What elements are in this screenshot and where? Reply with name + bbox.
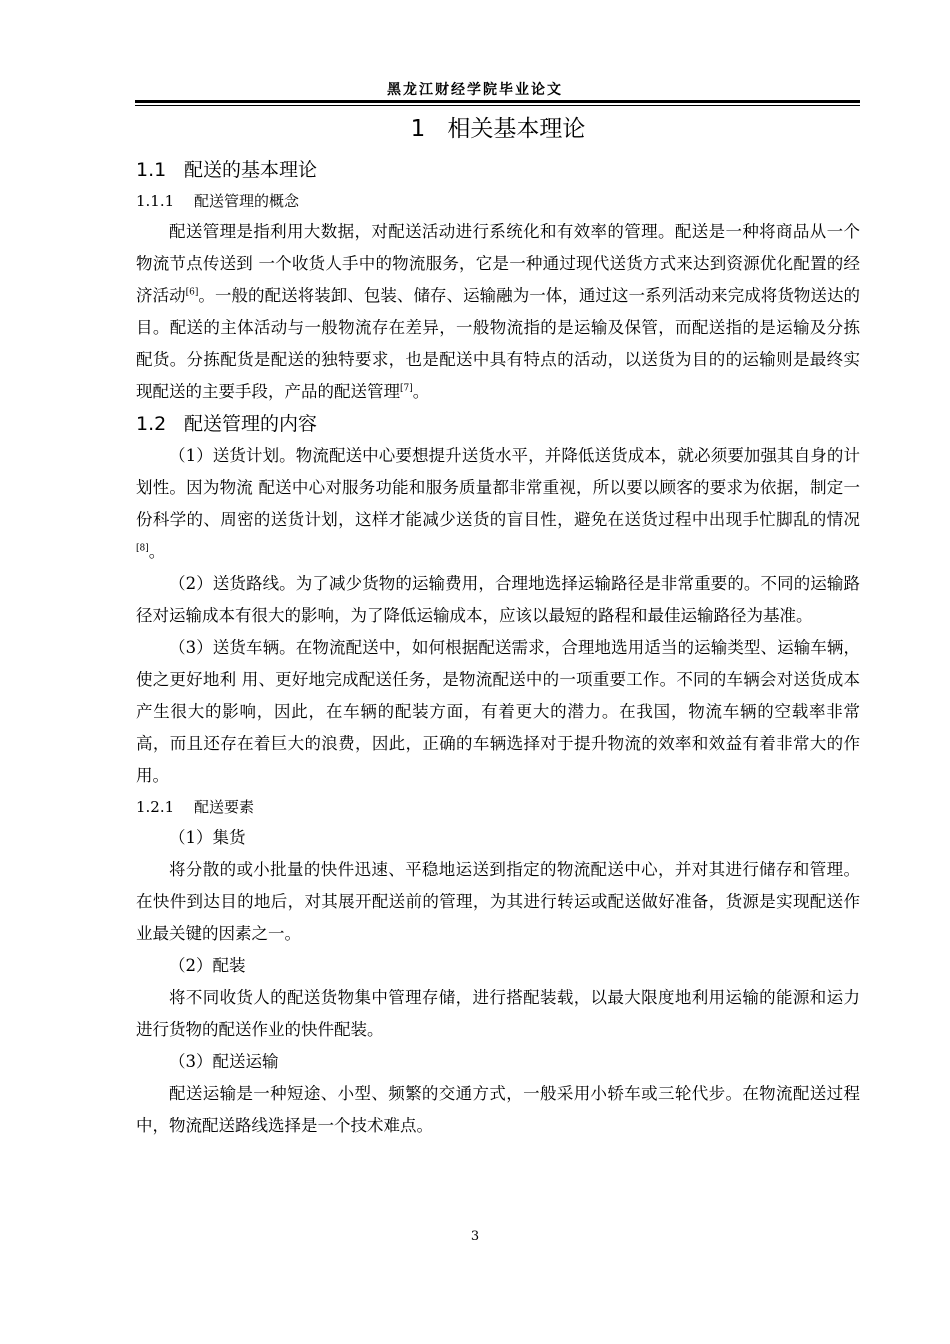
chapter-number: 1	[410, 116, 426, 142]
paragraph-consolidation: 将分散的或小批量的快件迅速、平稳地运送到指定的物流配送中心，并对其进行储存和管理。在快件到达目的地后，对其展开配送前的管理，为其进行转运或配送做好准备，货源是实现配送作业最关键的因素之一。	[136, 860, 860, 943]
section-title: 配送的基本理论	[184, 159, 318, 181]
item-label-loading: （2）配装	[169, 956, 246, 975]
subsection-title: 配送要素	[194, 798, 255, 816]
paragraph-transport: 配送运输是一种短途、小型、频繁的交通方式，一般采用小轿车或三轮代步。在物流配送过程中，物流配送路线选择是一个技术难点。	[136, 1084, 860, 1135]
subsection-number: 1.2.1	[136, 798, 175, 816]
citation-ref: [8]	[136, 543, 149, 554]
paragraph-text: 。	[148, 542, 166, 561]
header-rule-thick	[135, 100, 860, 103]
running-header: 黑龙江财经学院毕业论文	[387, 82, 563, 98]
section-number: 1.1	[136, 159, 167, 181]
paragraph-loading: 将不同收货人的配送货物集中管理存储，进行搭配装载，以最大限度地利用运输的能源和运力进行货物的配送作业的快件配装。	[136, 988, 860, 1039]
citation-ref: [7]	[400, 383, 413, 394]
chapter-title: 相关基本理论	[447, 116, 586, 142]
paragraph-text: 配送管理是指利用大数据，对配送活动进行系统化和有效率的管理。配送是一种将商品从一个物流节点传送到 一个收货人手中的物流服务，它是一种通过现代送货方式来达到资源优化配置的经济活动	[136, 222, 860, 305]
item-label-transport: （3）配送运输	[169, 1052, 279, 1071]
chapter-heading	[136, 112, 860, 146]
paragraph-delivery-plan	[136, 440, 860, 568]
section-title: 配送管理的内容	[184, 413, 318, 435]
subsection-heading-1-1-1	[136, 186, 860, 216]
section-heading-1-1	[136, 154, 860, 186]
subsection-title: 配送管理的概念	[194, 192, 300, 210]
section-number: 1.2	[136, 413, 167, 435]
paragraph-delivery-route: （2）送货路线。为了减少货物的运输费用，合理地选择运输路径是非常重要的。不同的运输路径对运输成本有很大的影响，为了降低运输成本，应该以最短的路程和最佳运输路径为基准。	[136, 574, 860, 625]
paragraph-text: （1）送货计划。物流配送中心要想提升送货水平，并降低送货成本，就必须要加强其自身的计划性。因为物流 配送中心对服务功能和服务质量都非常重视，所以要以顾客的要求为依据，制定一份科学的、周密的送货计划，这样才能减少送货的盲目性，避免在送货过程中出现手忙脚乱的情况	[136, 446, 860, 529]
paragraph-delivery-vehicle: （3）送货车辆。在物流配送中，如何根据配送需求，合理地选用适当的运输类型、运输车辆，使之更好地利 用、更好地完成配送任务，是物流配送中的一项重要工作。不同的车辆会对送货成本产生很大的影响，因此，在车辆的配装方面，有着更大的潜力。在我国，物流车辆的空载率非常高，而且还存在着巨大的浪费，因此，正确的车辆选择对于提升物流的效率和效益有着非常大的作用。	[136, 638, 860, 785]
page-body	[136, 112, 860, 1142]
subsection-heading-1-2-1	[136, 792, 860, 822]
paragraph-text: 。	[412, 382, 430, 401]
section-heading-1-2	[136, 408, 860, 440]
page-number: 3	[470, 1229, 480, 1244]
item-label-consolidation: （1）集货	[169, 828, 246, 847]
paragraph-concept	[136, 216, 860, 408]
header-rule-thin	[135, 105, 860, 106]
subsection-number: 1.1.1	[136, 192, 175, 210]
citation-ref: [6]	[185, 287, 199, 298]
paragraph-text: 。一般的配送将装卸、包装、储存、运输融为一体，通过这一系列活动来完成将货物送达的目。配送的主体活动与一般物流存在差异，一般物流指的是运输及保管，而配送指的是运输及分拣配货。分拣配货是配送的独特要求，也是配送中具有特点的活动，以送货为目的的运输则是最终实现配送的主要手段，产品的配送管理	[136, 286, 861, 401]
